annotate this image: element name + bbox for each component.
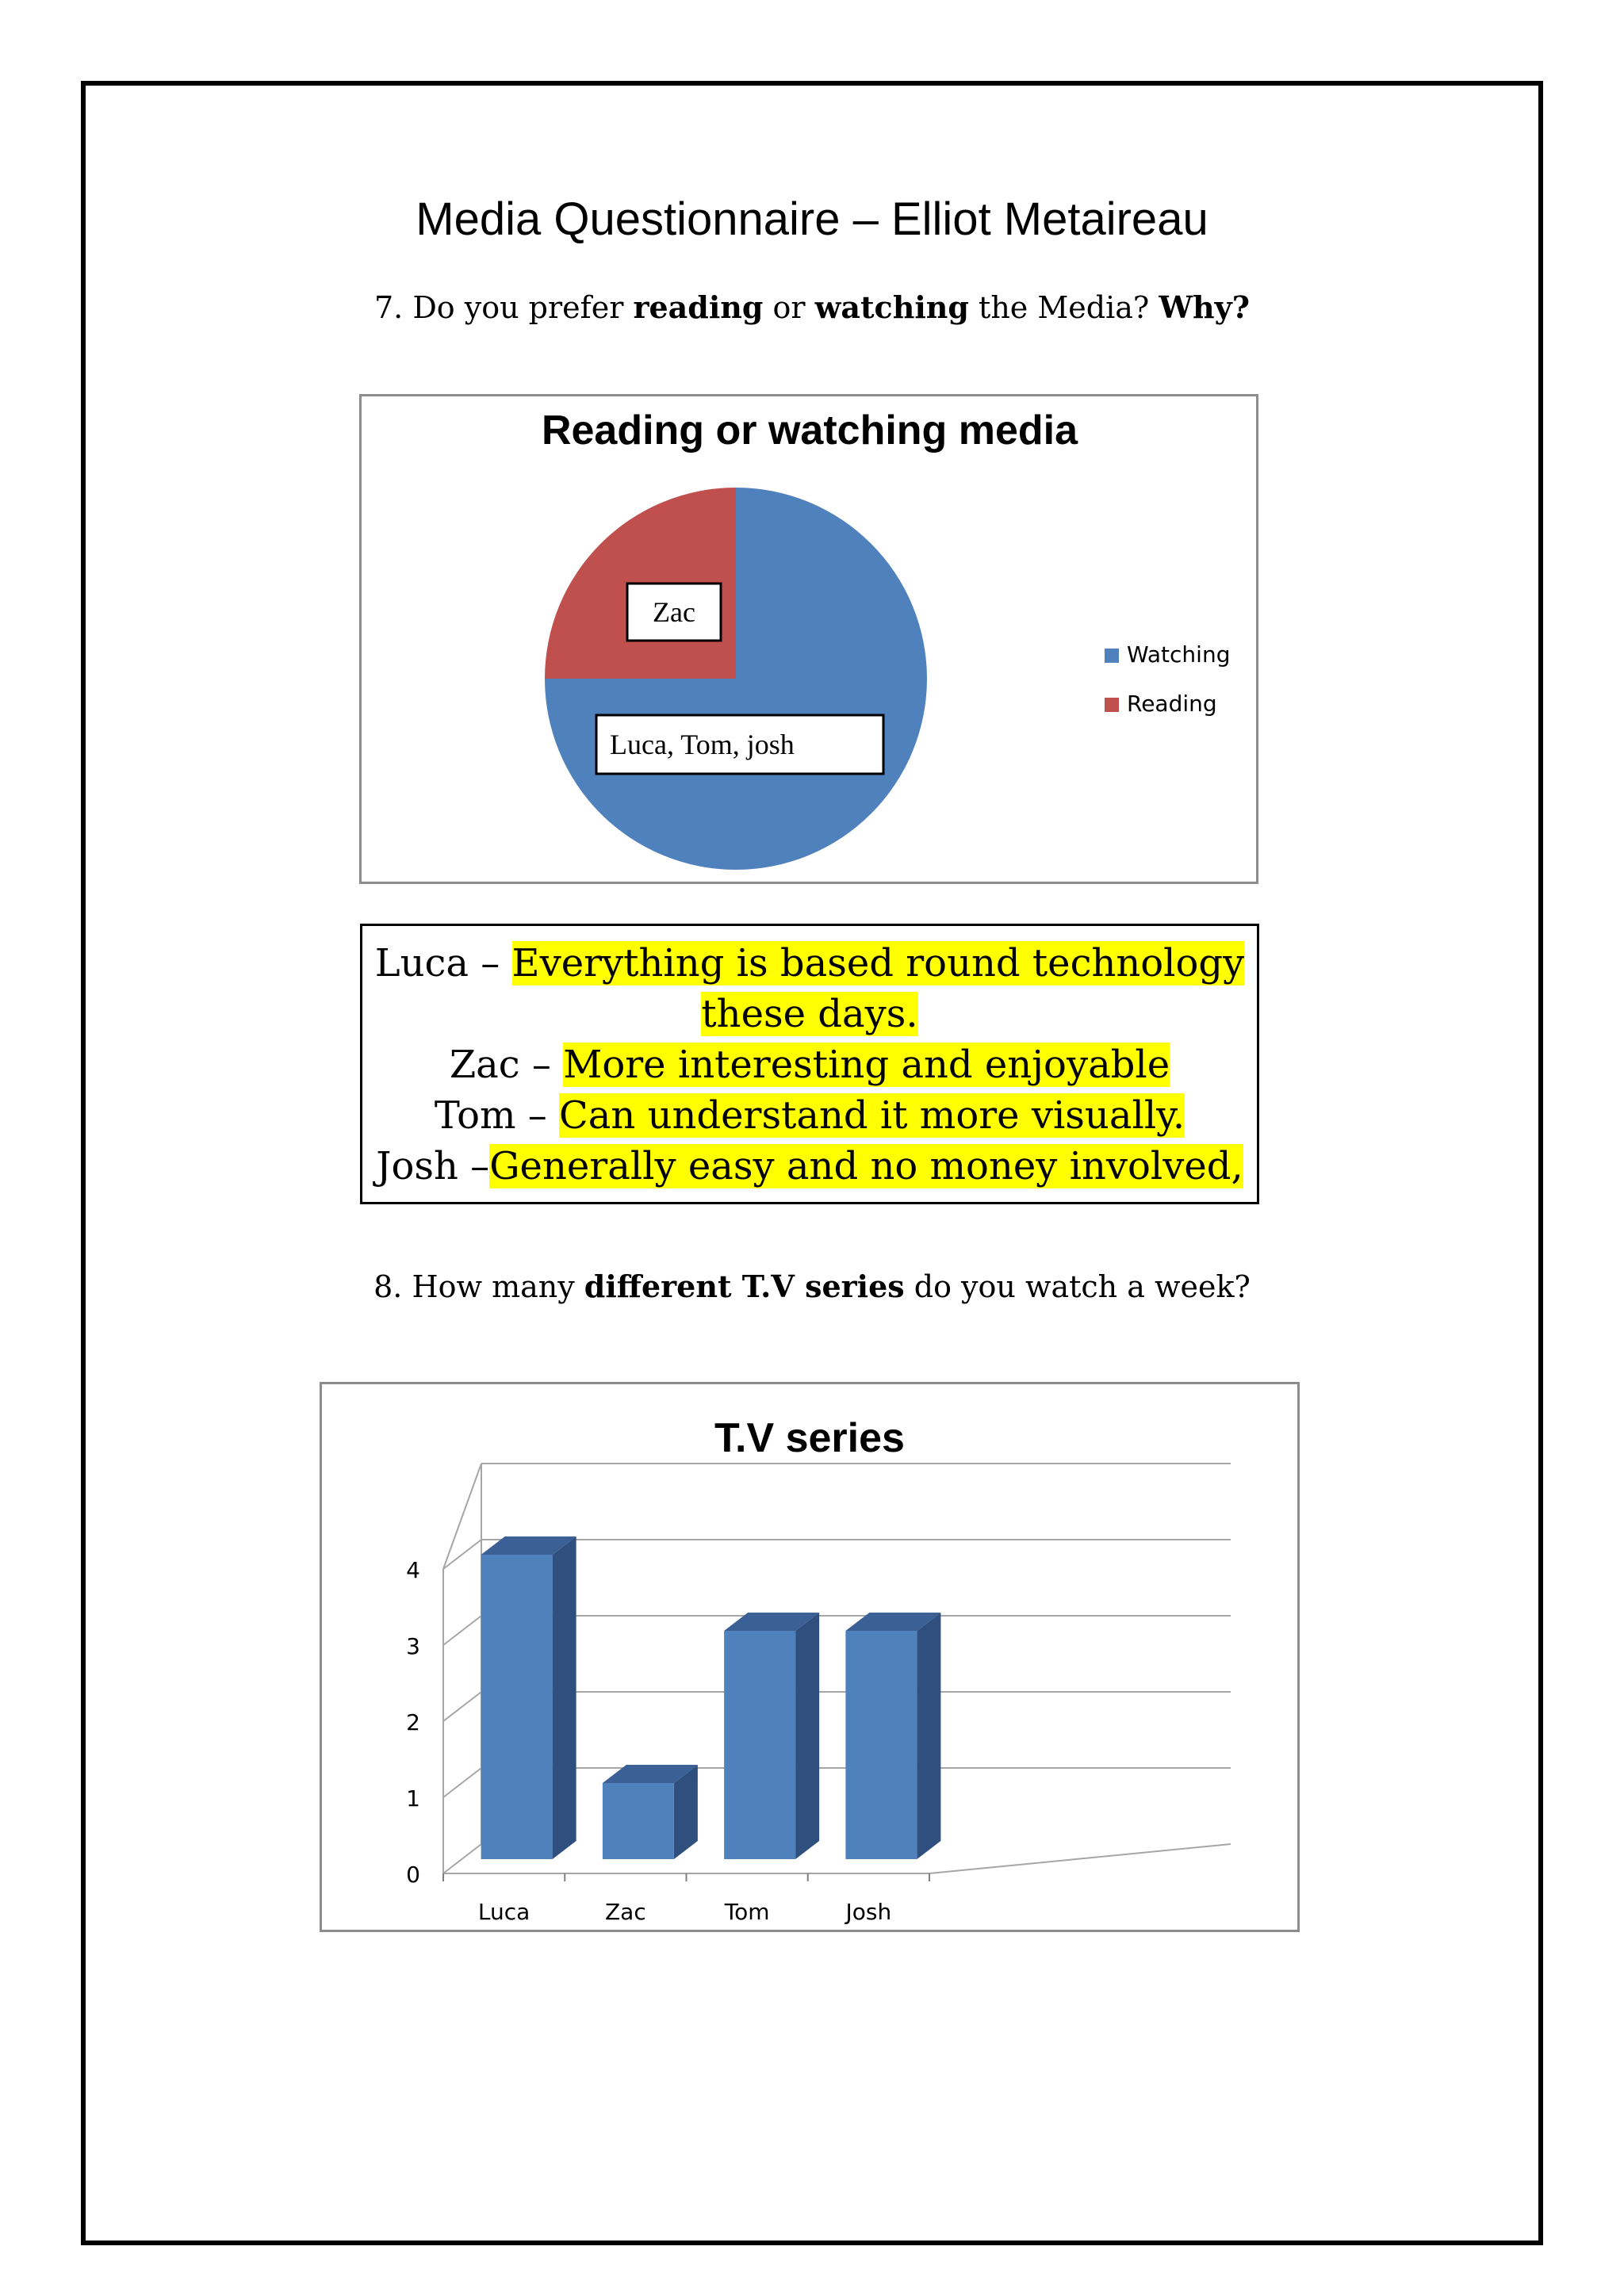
bar-luca	[481, 1536, 576, 1859]
legend-swatch-watching	[1105, 649, 1119, 663]
bar-side	[795, 1613, 819, 1859]
bar-chart	[320, 1382, 1300, 1932]
bar-tom	[724, 1613, 819, 1859]
annotation-luca-tom-josh: Luca, Tom, josh	[610, 729, 795, 760]
page-title: Media Questionnaire – Elliot Metaireau	[416, 193, 1208, 245]
legend-label-reading: Reading	[1127, 691, 1217, 717]
gridline-diagonal	[443, 1844, 481, 1873]
pie-chart-title: Reading or watching media	[541, 408, 1078, 453]
question-7: 7. Do you prefer reading or watching the Media? Why?	[374, 289, 1250, 325]
y-tick-label: 0	[406, 1862, 420, 1888]
answers-box	[360, 924, 1259, 1204]
bar-chart-title: T.V series	[714, 1415, 905, 1461]
bar-side	[553, 1536, 576, 1859]
bar-zac	[603, 1765, 698, 1859]
bar-side	[917, 1613, 940, 1859]
bar-josh	[845, 1613, 940, 1859]
floor-right-edge	[929, 1844, 1231, 1873]
x-tick-label-luca: Luca	[477, 1899, 530, 1925]
bar-front	[845, 1631, 917, 1859]
pie-chart	[359, 394, 1258, 884]
question-8: 8. How many different T.V series do you watch a week?	[373, 1269, 1251, 1304]
gridline-diagonal	[443, 1616, 481, 1645]
bar-front	[724, 1631, 795, 1859]
x-tick-label-zac: Zac	[605, 1899, 646, 1925]
bar-front	[481, 1555, 553, 1859]
y-tick-label: 4	[406, 1557, 420, 1583]
answer-luca: Luca – Everything is based round technology	[374, 941, 1245, 985]
x-tick-label-josh: Josh	[845, 1899, 892, 1925]
y-tick-label: 2	[406, 1709, 420, 1735]
answer-tom: Tom – Can understand it more visually.	[434, 1093, 1185, 1138]
gridline-diagonal-top	[443, 1464, 481, 1569]
gridline-diagonal	[443, 1768, 481, 1797]
legend-swatch-reading	[1105, 698, 1119, 712]
bar-front	[603, 1783, 674, 1859]
gridline-diagonal	[443, 1692, 481, 1721]
x-tick-label-tom: Tom	[724, 1899, 770, 1925]
answer-zac: Zac – More interesting and enjoyable	[449, 1043, 1170, 1087]
y-tick-label: 1	[406, 1785, 420, 1812]
annotation-zac: Zac	[653, 596, 695, 628]
answer-josh: Josh –Generally easy and no money involved,	[376, 1144, 1243, 1188]
y-tick-label: 3	[406, 1633, 420, 1659]
answer-luca-continued: these days.	[701, 992, 918, 1036]
legend-label-watching: Watching	[1127, 641, 1231, 668]
